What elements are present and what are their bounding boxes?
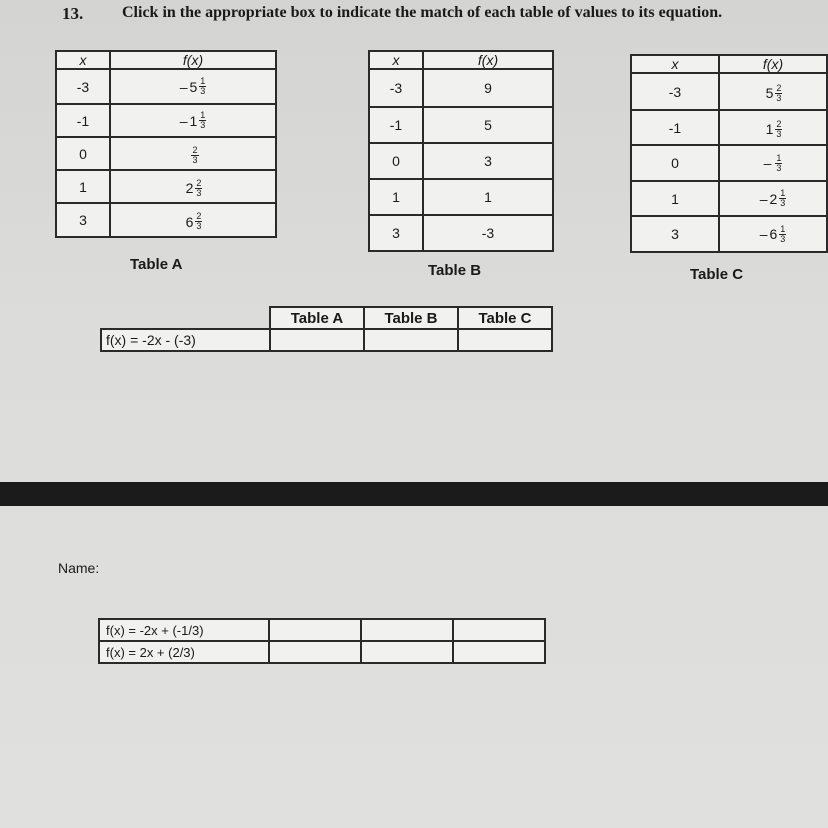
equation-label: f(x) = 2x + (2/3) [99, 641, 269, 663]
cell-x: -3 [56, 69, 110, 104]
match-grid-top [100, 306, 553, 352]
cell-x: -3 [369, 69, 423, 107]
match-cell-a[interactable] [269, 619, 361, 641]
equation-label: f(x) = -2x - (-3) [101, 329, 270, 351]
cell-fx: 9 [423, 69, 553, 107]
match-cell-a[interactable] [270, 329, 364, 351]
cell-fx: 2 3 [110, 137, 276, 170]
cell-x: 1 [56, 170, 110, 203]
table-c-caption: Table C [690, 266, 744, 283]
grid-corner [101, 307, 270, 329]
cell-x: 3 [631, 216, 719, 252]
cell-fx: 5 2 3 [719, 73, 827, 110]
cell-x: 1 [631, 181, 719, 216]
page-divider [0, 482, 828, 506]
match-cell-b[interactable] [361, 619, 453, 641]
match-cell-c[interactable] [458, 329, 552, 351]
question-text: Click in the appropriate box to indicate the match of each table of values to its equation. [122, 4, 723, 21]
table-a-caption: Table A [130, 256, 183, 273]
table-b [368, 50, 554, 252]
header-fx: f(x) [719, 55, 827, 73]
header-x: x [631, 55, 719, 73]
match-cell-c[interactable] [453, 641, 545, 663]
equation-label: f(x) = -2x + (-1/3) [99, 619, 269, 641]
cell-x: 1 [369, 179, 423, 215]
header-x: x [369, 51, 423, 69]
cell-x: 0 [56, 137, 110, 170]
cell-fx: -3 [423, 215, 553, 251]
cell-x: -1 [631, 110, 719, 145]
table-a [55, 50, 277, 238]
cell-x: 0 [369, 143, 423, 179]
match-cell-b[interactable] [361, 641, 453, 663]
match-grid-bottom [98, 618, 546, 664]
table-b-caption: Table B [428, 262, 482, 279]
cell-x: -1 [369, 107, 423, 143]
match-cell-b[interactable] [364, 329, 458, 351]
table-c [630, 54, 828, 253]
cell-fx: 3 [423, 143, 553, 179]
cell-fx: 1 [423, 179, 553, 215]
header-fx: f(x) [110, 51, 276, 69]
header-table-c: Table C [458, 307, 552, 329]
cell-fx: – 1 1 3 [110, 104, 276, 137]
cell-x: 0 [631, 145, 719, 181]
name-label: Name: [58, 560, 100, 576]
header-table-b: Table B [364, 307, 458, 329]
cell-x: 3 [56, 203, 110, 237]
cell-fx: 6 2 3 [110, 203, 276, 237]
question-number: 13. [62, 4, 84, 23]
header-fx: f(x) [423, 51, 553, 69]
match-cell-a[interactable] [269, 641, 361, 663]
header-x: x [56, 51, 110, 69]
match-cell-c[interactable] [453, 619, 545, 641]
cell-fx: – 5 1 3 [110, 69, 276, 104]
cell-fx: – 1 3 [719, 145, 827, 181]
cell-x: -1 [56, 104, 110, 137]
cell-fx: – 6 1 3 [719, 216, 827, 252]
cell-x: -3 [631, 73, 719, 110]
header-table-a: Table A [270, 307, 364, 329]
cell-x: 3 [369, 215, 423, 251]
cell-fx: – 2 1 3 [719, 181, 827, 216]
cell-fx: 5 [423, 107, 553, 143]
cell-fx: 2 2 3 [110, 170, 276, 203]
cell-fx: 1 2 3 [719, 110, 827, 145]
